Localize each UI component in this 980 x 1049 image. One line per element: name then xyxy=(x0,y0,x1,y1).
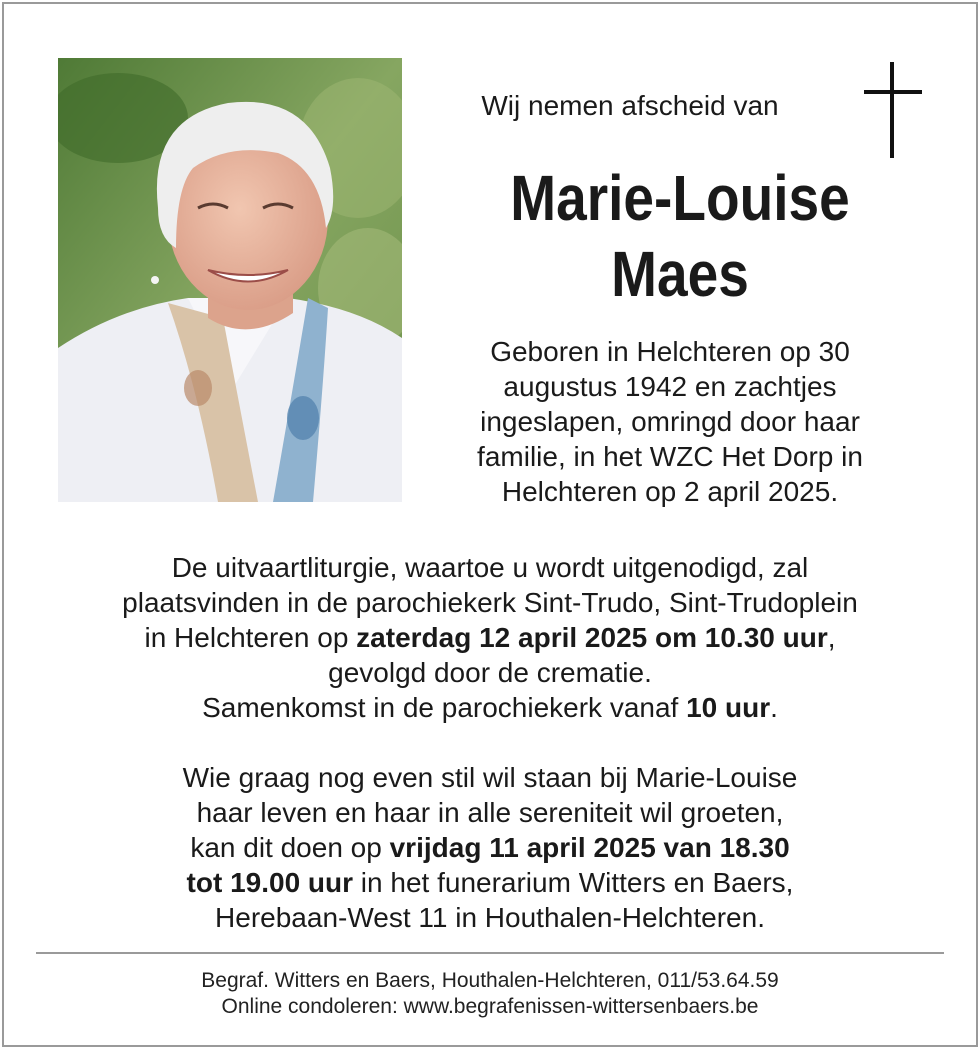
funeral-line xyxy=(40,620,940,655)
funeral-line: De uitvaartliturgie, waartoe u wordt uitgenodigd, zal xyxy=(171,552,809,583)
last-name: Maes xyxy=(611,238,749,310)
birth-line: Geboren in Helchteren op 30 xyxy=(490,336,850,367)
funeral-line-text: , xyxy=(827,622,836,653)
funeral-datetime: zaterdag 12 april 2025 om 10.30 uur xyxy=(356,622,828,653)
visit-line: Wie graag nog even stil wil staan bij Marie-Louise xyxy=(182,762,798,793)
birth-line: Helchteren op 2 april 2025. xyxy=(501,476,839,507)
visit-line: Herebaan-West 11 in Houthalen-Helchteren. xyxy=(215,902,765,933)
visit-datetime: vrijdag 11 april 2025 van 18.30 xyxy=(389,832,790,863)
visit-line xyxy=(40,830,940,865)
birth-announcement xyxy=(440,334,900,509)
visit-line: haar leven en haar in alle sereniteit wil groeten, xyxy=(196,797,784,828)
deceased-name xyxy=(456,160,903,312)
gathering-text: . xyxy=(770,692,778,723)
footer-divider xyxy=(36,952,944,954)
funeral-line-text: in Helchteren op xyxy=(144,622,357,653)
birth-line: augustus 1942 en zachtjes xyxy=(503,371,837,402)
funeral-details xyxy=(40,550,940,725)
intro-text: Wij nemen afscheid van xyxy=(481,90,779,121)
cross-icon xyxy=(864,62,922,160)
visit-line-text: kan dit doen op xyxy=(190,832,390,863)
birth-line: ingeslapen, omringd door haar xyxy=(480,406,860,437)
funeral-line xyxy=(40,690,940,725)
footer xyxy=(40,968,940,1020)
visit-line-text: in het funerarium Witters en Baers, xyxy=(353,867,794,898)
visitation-details xyxy=(40,760,940,935)
birth-line: familie, in het WZC Het Dorp in xyxy=(477,441,863,472)
funeral-line: plaatsvinden in de parochiekerk Sint-Trudo, Sint-Trudoplein xyxy=(122,587,858,618)
gathering-time: 10 uur xyxy=(686,692,771,723)
funeral-line: gevolgd door de crematie. xyxy=(328,657,652,688)
first-name: Marie-Louise xyxy=(510,162,850,234)
gathering-text: Samenkomst in de parochiekerk vanaf xyxy=(202,692,687,723)
visit-line xyxy=(40,865,940,900)
visit-datetime-end: tot 19.00 uur xyxy=(186,867,354,898)
portrait-photo xyxy=(58,58,402,502)
online-condolences: Online condoleren: www.begrafenissen-wittersenbaers.be xyxy=(221,995,759,1018)
funeral-home-info: Begraf. Witters en Baers, Houthalen-Helchteren, 011/53.64.59 xyxy=(201,969,779,992)
